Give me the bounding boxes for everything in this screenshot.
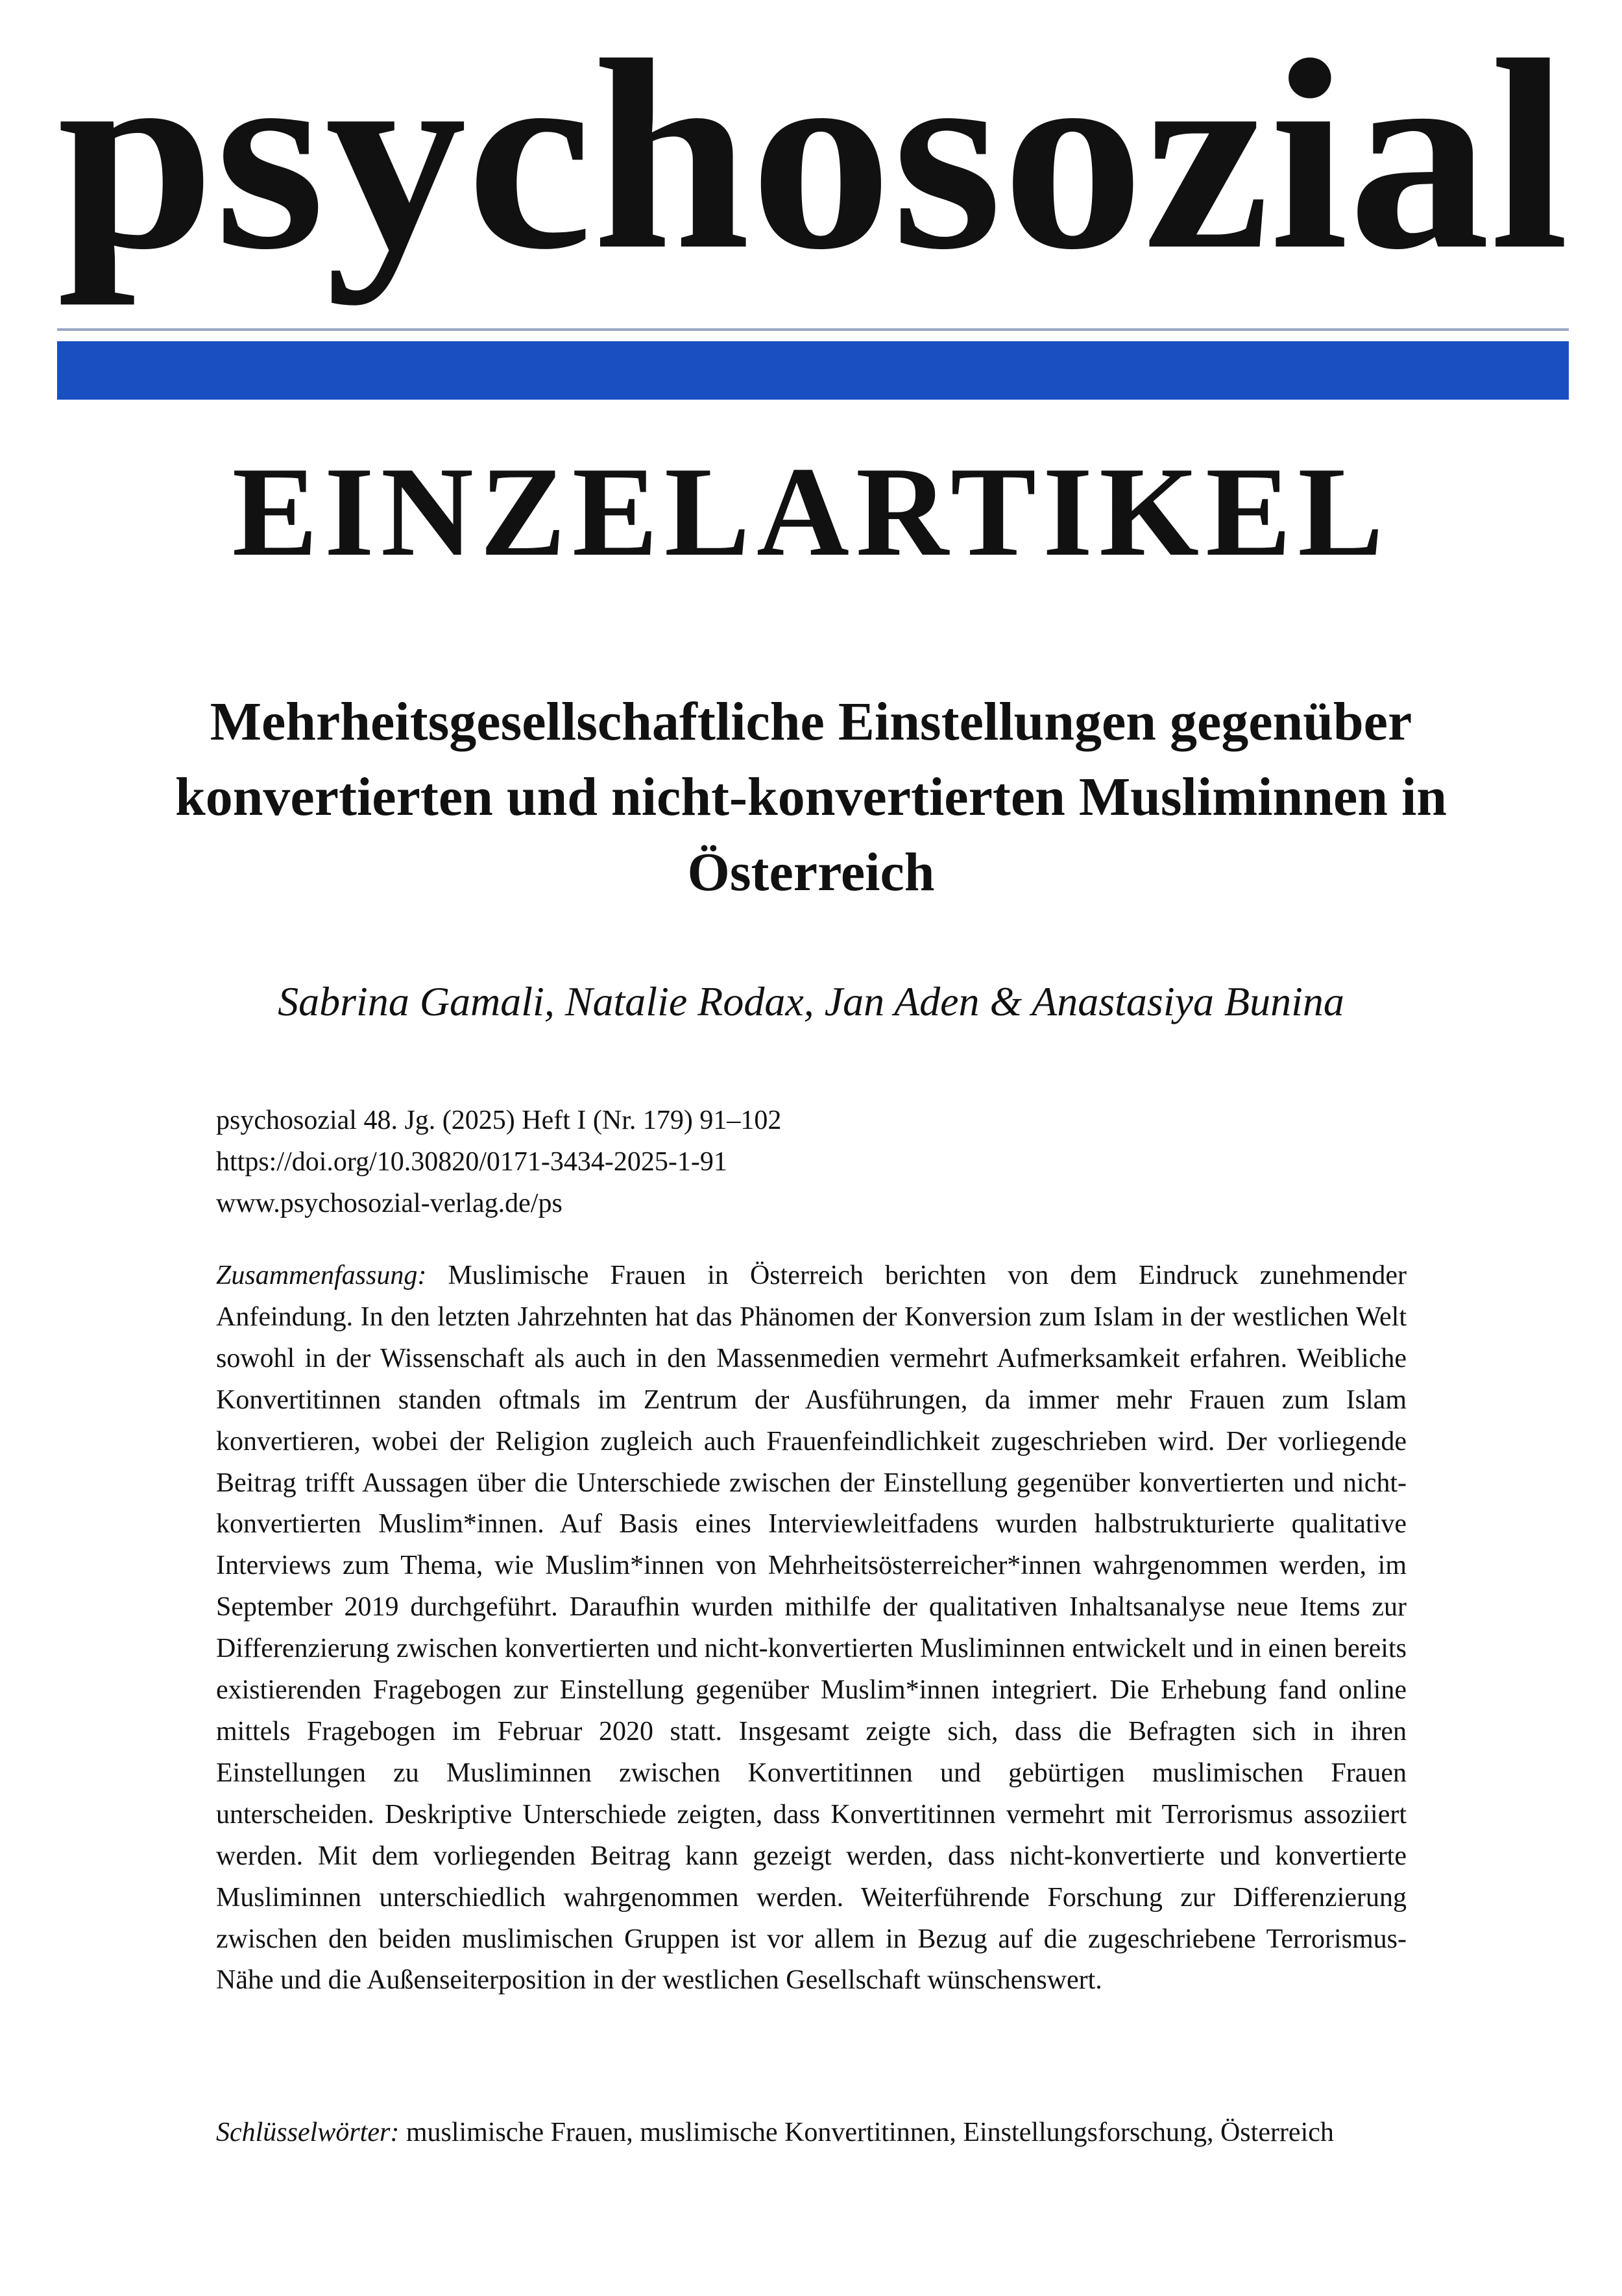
citation-line: psychosozial 48. Jg. (2025) Heft I (Nr. 179) 91–102	[216, 1106, 782, 1135]
website-link[interactable]: www.psychosozial-verlag.de/ps	[216, 1189, 563, 1218]
doi-link[interactable]: https://doi.org/10.30820/0171-3434-2025-1-91	[216, 1147, 727, 1177]
series-label: EINZELARTIKEL	[232, 441, 1390, 583]
article-authors: Sabrina Gamali, Natalie Rodax, Jan Aden & Anastasiya Bunina	[278, 978, 1344, 1024]
keywords	[216, 2112, 1407, 2153]
keywords-text: muslimische Frauen, muslimische Konvertitinnen, Einstellungsforschung, Österreich	[406, 2118, 1334, 2147]
journal-logo	[57, 26, 1569, 311]
journal-masthead	[57, 26, 1569, 402]
article-metadata	[216, 1100, 781, 1224]
abstract-text: Muslimische Frauen in Österreich berichten von dem Eindruck zunehmender Anfeindung. In den letzten Jahrzehnten hat das Phänomen der Konversion zum Islam in der westlichen Welt sowohl in der Wissenschaft als auch in den Massenmedien vermehrt Aufmerksamkeit erfahren. Weibliche Konvertitinnen standen oftmals im Zentrum der Ausführungen, da immer mehr Frauen zum Islam konvertieren, wobei der Religion zugleich auch Frauenfeindlichkeit zugeschrieben wird. Der vorliegende Beitrag trifft Aussagen über die Unterschiede zwischen der Einstellung gegenüber konvertierten und nicht-konvertierten Muslim*innen. Auf Basis eines Interviewleitfadens wurden halbstrukturierte qualitative Interviews zum Thema, wie Muslim*innen von Mehrheitsösterreicher*innen wahrgenommen werden, im September 2019 durchgeführt. Daraufhin wurden mithilfe der qualitativen Inhaltsanalyse neue Items zur Differenzierung zwischen konvertierten und nicht-konvertierten Musliminnen entwickelt und in einen bereits existierenden Fragebogen zur Einstellung gegenüber Muslim*innen integriert. Die Erhebung fand online mittels Fragebogen im Februar 2020 statt. Insgesamt zeigte sich, dass die Befragten sich in ihren Einstellungen zu Musliminnen zwischen Konvertitinnen und gebürtigen muslimischen Frauen unterscheiden. Deskriptive Unterschiede zeigten, dass Konvertitinnen vermehrt mit Terrorismus assoziiert werden. Mit dem vorliegenden Beitrag kann gezeigt werden, dass nicht-konvertierte und konvertierte Musliminnen unterschiedlich wahrgenommen werden. Weiterführende Forschung zur Differenzierung zwischen den beiden muslimischen Gruppen ist vor allem in Bezug auf die zugeschriebene Terrorismus-Nähe und die Außenseiterposition in der westlichen Gesellschaft wünschenswert.	[216, 1261, 1407, 1996]
article-title: Mehrheitsgesellschaftliche Einstellungen gegenüber konvertierten und nicht-konvertierten Musliminnen in Österreich	[175, 692, 1447, 902]
masthead-blue-band	[57, 341, 1569, 400]
keywords-label: Schlüsselwörter:	[216, 2118, 400, 2147]
masthead-thin-rule	[57, 328, 1569, 331]
abstract	[216, 1255, 1407, 2001]
journal-logo-text: psychosozial	[57, 26, 1569, 306]
abstract-label: Zusammenfassung:	[216, 1261, 427, 1290]
